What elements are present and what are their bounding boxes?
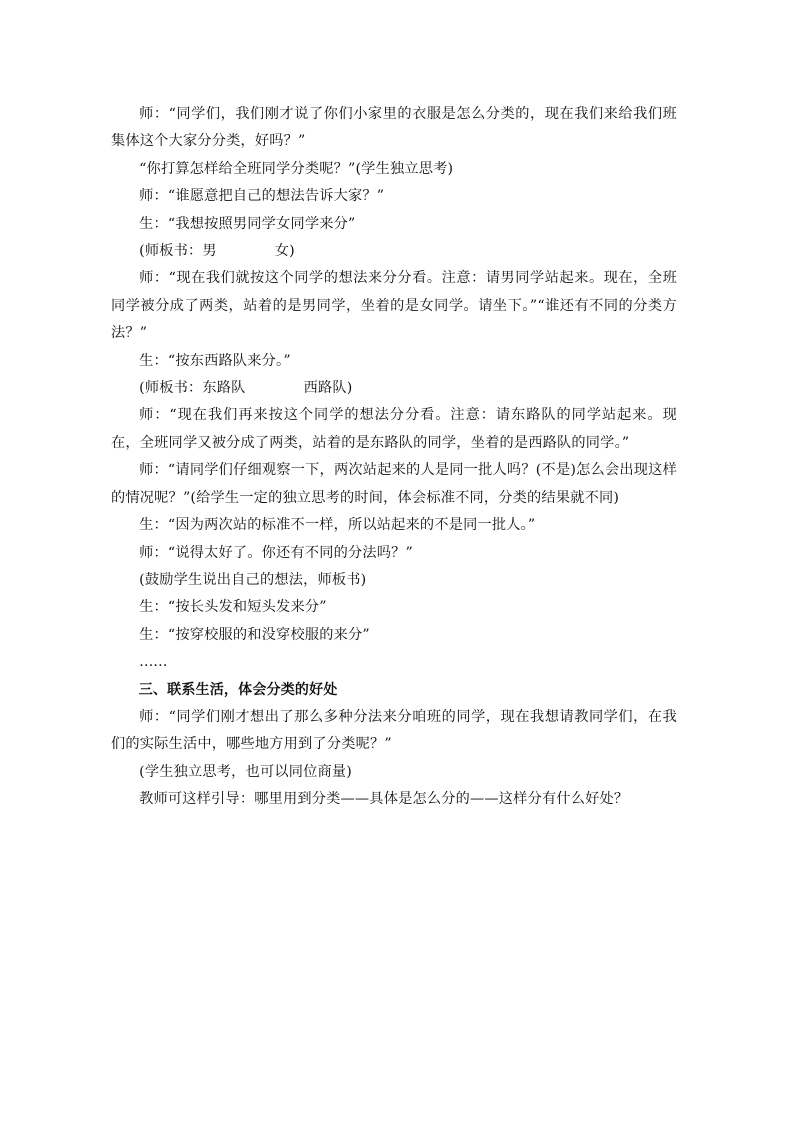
section-heading-three: 三、联系生活，体会分类的好处 xyxy=(138,681,338,698)
paragraph-teacher-observe: 师：“请同学们仔细观察一下，两次站起来的人是同一批人吗？(不是)怎么会出现这样的情况呢？”(给学生一定的独立思考的时间，体会标准不同，分类的结果就不同) xyxy=(111,462,677,506)
board-right-label: 女) xyxy=(274,243,295,260)
paragraph-ellipsis: …… xyxy=(139,654,168,671)
paragraph-board-route xyxy=(111,375,677,402)
paragraph-student-hair: 生：“按长头发和短头发来分” xyxy=(139,599,327,616)
paragraph-teacher-gender-demo: 师：“现在我们就按这个同学的想法来分分看。注意：请男同学站起来。现在，全班同学被分成了两类，站着的是男同学，坐着的是女同学。请坐下。”“谁还有不同的分类方法？” xyxy=(111,270,677,342)
paragraph-encourage-note: (鼓励学生说出自己的想法，师板书) xyxy=(139,571,367,588)
paragraph-student-uniform: 生：“按穿校服的和没穿校服的来分” xyxy=(139,626,370,643)
paragraph-question-classify: “你打算怎样给全班同学分类呢？”(学生独立思考) xyxy=(139,160,454,177)
document-body xyxy=(111,101,677,814)
board-left-label: (师板书：东路队 xyxy=(139,380,246,397)
paragraph-student-discuss: (学生独立思考，也可以同位商量) xyxy=(139,763,353,780)
paragraph-teacher-intro: 师：“同学们，我们刚才说了你们小家里的衣服是怎么分类的，现在我们来给我们班集体这个大家分分类，好吗？” xyxy=(111,106,677,150)
board-right-label: 西路队) xyxy=(303,380,353,397)
paragraph-student-gender: 生：“我想按照男同学女同学来分” xyxy=(139,215,356,232)
paragraph-teacher-ask: 师：“谁愿意把自己的想法告诉大家？” xyxy=(139,188,385,205)
paragraph-student-answer: 生：“因为两次站的标准不一样，所以站起来的不是同一批人。” xyxy=(139,517,536,534)
paragraph-teacher-guide: 教师可这样引导：哪里用到分类——具体是怎么分的——这样分有什么好处？ xyxy=(139,791,629,808)
paragraph-teacher-route-demo: 师：“现在我们再来按这个同学的想法分分看。注意：请东路队的同学站起来。现在，全班同学又被分成了两类，站着的是东路队的同学，坐着的是西路队的同学。” xyxy=(111,407,677,451)
paragraph-teacher-praise: 师：“说得太好了。你还有不同的分法吗？” xyxy=(139,544,413,561)
paragraph-board-gender xyxy=(111,238,677,265)
board-left-label: (师板书：男 xyxy=(139,243,217,260)
paragraph-student-route: 生：“按东西路队来分。” xyxy=(139,352,291,369)
paragraph-teacher-life: 师：“同学们刚才想出了那么多种分法来分咱班的同学，现在我想请教同学们，在我们的实际生活中，哪些地方用到了分类呢？” xyxy=(111,708,677,753)
